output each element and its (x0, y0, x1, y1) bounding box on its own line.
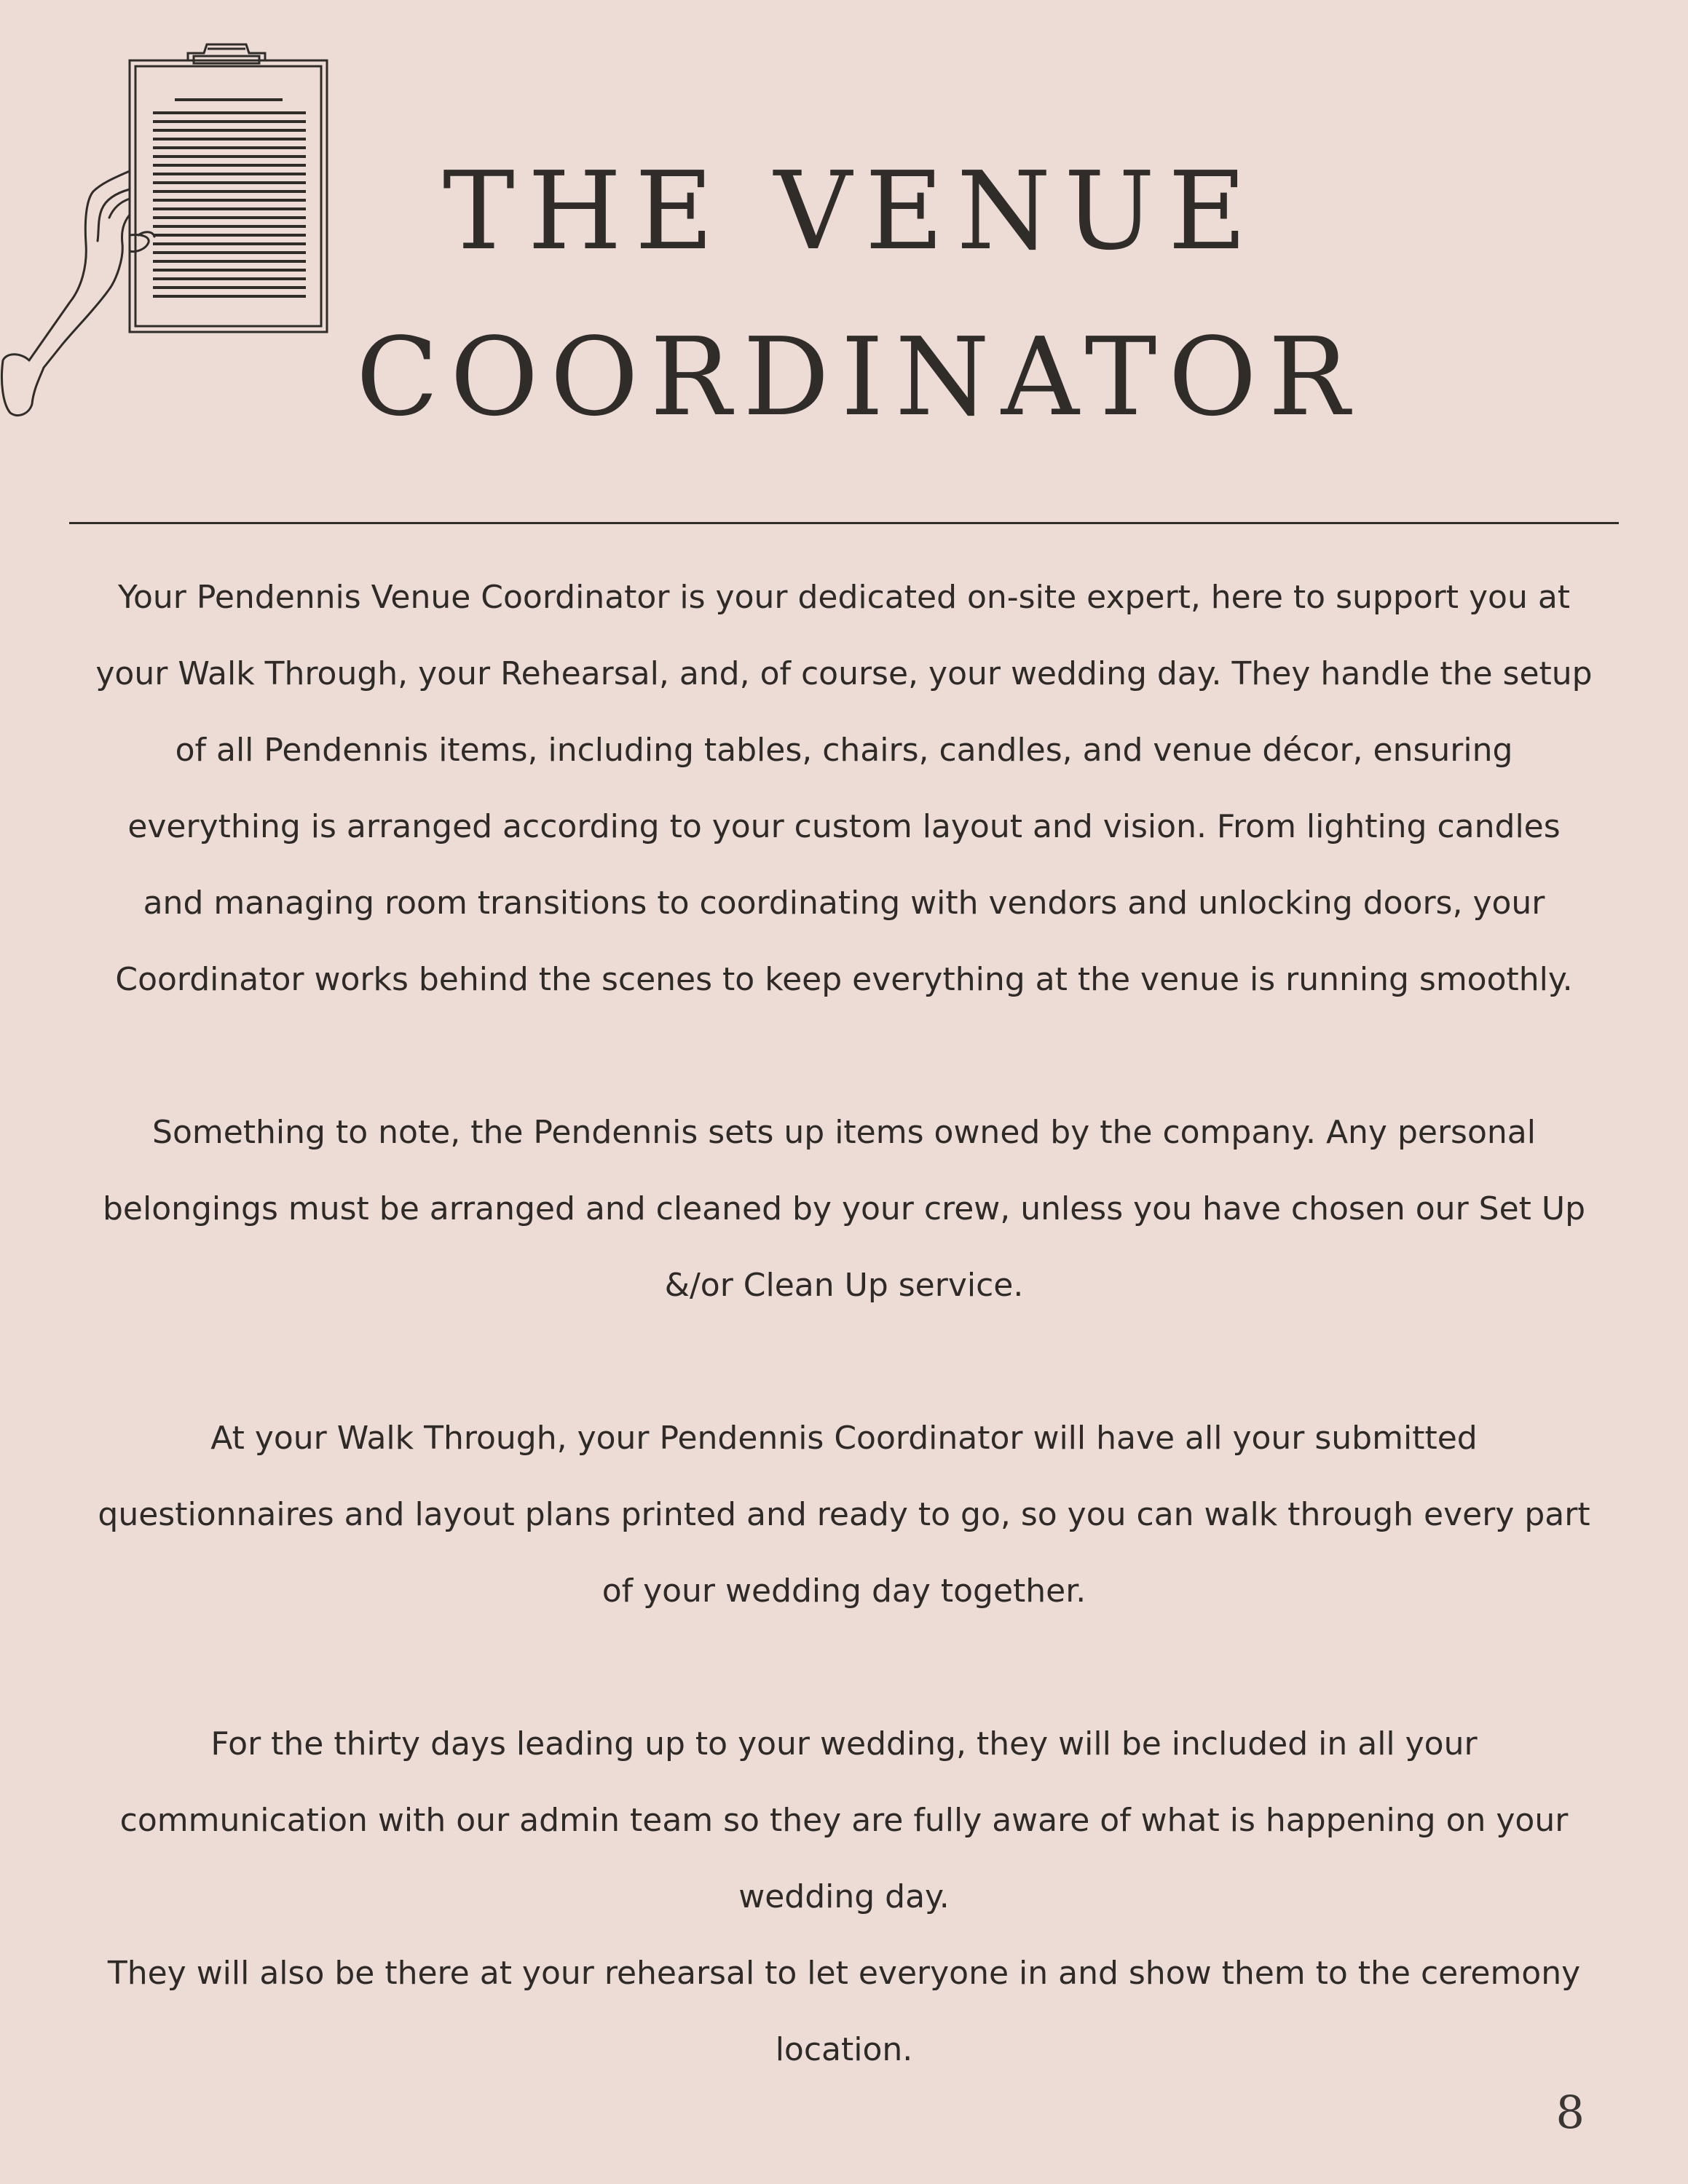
page-title-line-2: COORDINATOR (355, 314, 1362, 440)
paragraph-personal-belongings: Something to note, the Pendennis sets up items owned by the company. Any personal belongings must be arranged and cleaned by your crew, unless you have chosen our Set Up &/or Clean Up service. (102, 1114, 1586, 1304)
body-text (95, 559, 1593, 2088)
paragraph-spacer (95, 1324, 1593, 1400)
paragraph-coordinator-role: Your Pendennis Venue Coordinator is your dedicated on-site expert, here to support you at your Walk Through, your Rehearsal, and, of course, your wedding day. They handle the setup of all Pendennis items, including tables, chairs, candles, and venue décor, ensuring everything is arranged according to your custom layout and vision. From lighting candles and managing room transitions to coordinating with vendors and unlocking doors, your Coordinator works behind the scenes to keep everything at the venue is running smoothly. (95, 579, 1593, 998)
paragraph-rehearsal: They will also be there at your rehearsal to let everyone in and show them to the ceremony location. (107, 1955, 1581, 2068)
page-number: 8 (1555, 2086, 1585, 2139)
paragraph-walk-through: At your Walk Through, your Pendennis Coordinator will have all your submitted questionnaires and layout plans printed and ready to go, so you can walk through every part of your wedding day together. (98, 1420, 1590, 1610)
paragraph-thirty-days: For the thirty days leading up to your wedding, they will be included in all your communication with our admin team so they are fully aware of what is happening on your wedding day. (119, 1725, 1569, 1915)
page-title-line-1: THE VENUE (442, 149, 1261, 274)
paragraph-spacer (95, 1018, 1593, 1094)
title-divider (69, 522, 1619, 524)
paragraph-spacer (95, 1629, 1593, 1706)
